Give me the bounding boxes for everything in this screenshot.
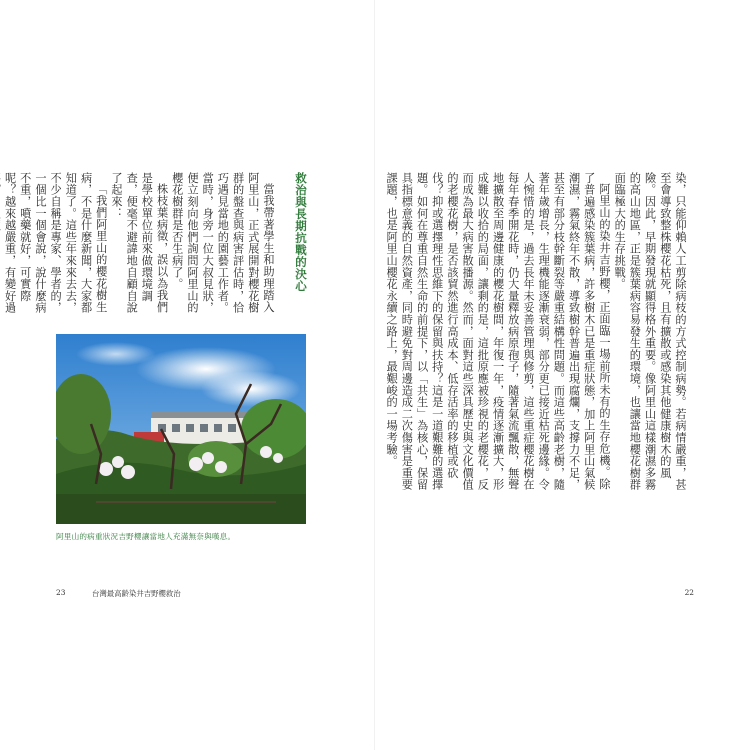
left-page-body <box>3 172 276 322</box>
left-paragraph-3: 「我們阿里山的櫻花樹生病，不是什麼新聞，大家都知道了。這些年來來去去，不少自稱是專家、學者的，一個比一個會說，說什麼病不重，噴藥就好，可實際呢？越來越嚴重，有變好過 <box>3 172 108 314</box>
right-paragraph-2: 阿里山的染井吉野櫻，正面臨一場前所未有的生存危機。除了普遍感染簇葉病，許多樹木已是重症狀態，加上阿里山氣候潮濕，霧氣終年不散，導致樹幹普遍出現腐爛，支撐力不足，甚至有部分枝幹斷裂等嚴重結構性問題。而這些高齡老樹，隨著年歲增長，生理機能逐漸衰弱，部分更已接近枯死邊緣。令人惋惜的是，過去長年未妥善管理與修剪，這些重症櫻花樹在每年春季開花時，仍大量釋放病原孢子，隨著氣流飄散，無聲地擴散至周邊健康的櫻花樹間，年復一年，疫情逐漸擴大，形成難以收拾的局面，讓剩的是，這批原應被珍視的老櫻花，反而成為最大病害散播源。然而，面對這些深具歷史與文化價值的老櫻花樹，是否該貿然進行高成本、低存活率的移植或砍伐？抑或選擇理性思維下的保留與扶持？這是一道艱難的選擇題。如何在尊重自然生命的前提下，以「共生」為核心，保留具指標意義的自然資產，同時避免對周邊造成二次傷害是重要課題，也是阿里山櫻花永續之路上，最艱峻的一場考驗。 <box>385 172 611 491</box>
page-number-right: 22 <box>684 588 694 597</box>
right-page-body <box>385 172 688 492</box>
section-heading: 救治與長期抗戰的決心 <box>294 172 308 292</box>
photo-caption: 阿里山的病重狀況吉野櫻讓當地人充滿無奈與嘆息。 <box>56 532 236 541</box>
page-number-left: 23 <box>56 588 66 597</box>
left-paragraph-1: 當我帶著學生和助理踏入阿里山，正式展開對櫻花樹群的盤查與病害評估時，恰巧遇見當地的園藝工作者。當時，身旁一位大叔見狀，便立刻向他們詢問阿里山的櫻花樹群是否生病了。 <box>170 172 275 314</box>
running-title: 台灣最高齡染井吉野櫻救治 <box>92 589 181 598</box>
cherry-tree-photo <box>56 334 306 524</box>
right-paragraph-1: 染，只能仰賴人工剪除病枝的方式控制病勢。若病情嚴重，甚至會導致整株櫻花枯死，且有擴散或感染其他健康樹木的風險。因此，早期發現就顯得格外重要。像阿里山這樣潮濕多霧的高山地區，正是簇葉病容易發生的環境，也讓當地櫻花樹群面臨極大的生存挑戰。 <box>613 172 687 491</box>
left-paragraph-2: 株枝葉病徵，誤以為我們是學校單位前來做環境調查，便毫不避諱地自顧自說了起來： <box>109 172 169 314</box>
right-page <box>375 0 750 750</box>
